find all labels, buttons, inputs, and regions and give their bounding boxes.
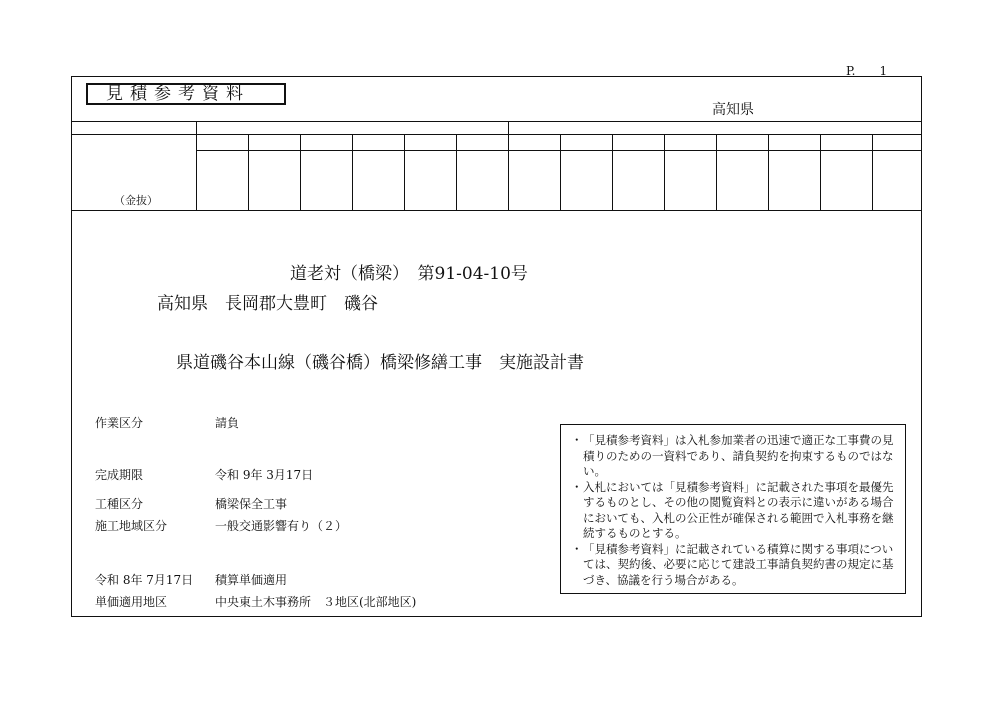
detail-label: 完成期限 xyxy=(95,468,144,482)
grid-line xyxy=(716,134,717,210)
detail-label: 工種区分 xyxy=(95,497,144,511)
detail-label: 単価適用地区 xyxy=(95,595,168,609)
grid-line xyxy=(71,121,922,122)
notice-item xyxy=(571,433,895,480)
grid-line xyxy=(352,134,353,210)
grid-line xyxy=(820,134,821,210)
notice-box xyxy=(560,424,906,594)
detail-value: 一般交通影響有り（２） xyxy=(215,519,348,533)
notice-item xyxy=(571,480,895,542)
grid-line xyxy=(664,134,665,210)
route-number: 道老対（橋梁） 第91-04-10号 xyxy=(290,264,528,284)
detail-value: 積算単価適用 xyxy=(215,573,288,587)
notice-text: 「見積参考資料」は入札参加業者の迅速で適正な工事費の見積りのための一資料であり、請負契約を拘束するものではない。 xyxy=(583,433,894,478)
grid-line xyxy=(508,121,509,210)
grid-line xyxy=(71,210,922,211)
notice-item xyxy=(571,542,895,589)
project-name: 県道磯谷本山線（磯谷橋）橋梁修繕工事 実施設計書 xyxy=(176,353,584,373)
page-number: P. 1 xyxy=(846,64,888,78)
detail-label: 令和 8年 7月17日 xyxy=(95,573,194,587)
grid-line xyxy=(196,150,922,151)
grid-line xyxy=(612,134,613,210)
detail-label: 施工地域区分 xyxy=(95,519,168,533)
bullet-icon: ・ xyxy=(571,433,583,447)
notice-text: 「見積参考資料」に記載されている積算に関する事項については、契約後、必要に応じて建設工事請負契約書の規定に基づき、協議を行う場合がある。 xyxy=(583,541,894,587)
notice-text: 入札においては「見積参考資料」に記載された事項を最優先するものとし、その他の閲覧資料との表示に違いがある場合においても、入札の公正性が確保される範囲で入札事務を継続するものとする。 xyxy=(583,479,894,540)
grid-line xyxy=(196,121,197,210)
bullet-icon: ・ xyxy=(571,541,583,556)
doc-title: 見積参考資料 xyxy=(86,83,286,105)
grid-line xyxy=(404,134,405,210)
grid-line xyxy=(71,134,922,135)
detail-value: 橋梁保全工事 xyxy=(215,497,288,511)
grid-line xyxy=(248,134,249,210)
detail-label: 作業区分 xyxy=(95,416,144,430)
bullet-icon: ・ xyxy=(571,479,583,494)
grid-line xyxy=(560,134,561,210)
detail-value: 令和 9年 3月17日 xyxy=(215,468,314,482)
amount-note: （金抜） xyxy=(114,194,158,207)
prefecture-label: 高知県 xyxy=(712,102,754,118)
project-location: 高知県 長岡郡大豊町 磯谷 xyxy=(157,294,378,314)
grid-line xyxy=(456,134,457,210)
detail-value: 請負 xyxy=(215,416,240,430)
detail-value: 中央東土木事務所 ３地区(北部地区) xyxy=(215,595,417,609)
grid-line xyxy=(768,134,769,210)
grid-line xyxy=(300,134,301,210)
grid-line xyxy=(872,134,873,210)
